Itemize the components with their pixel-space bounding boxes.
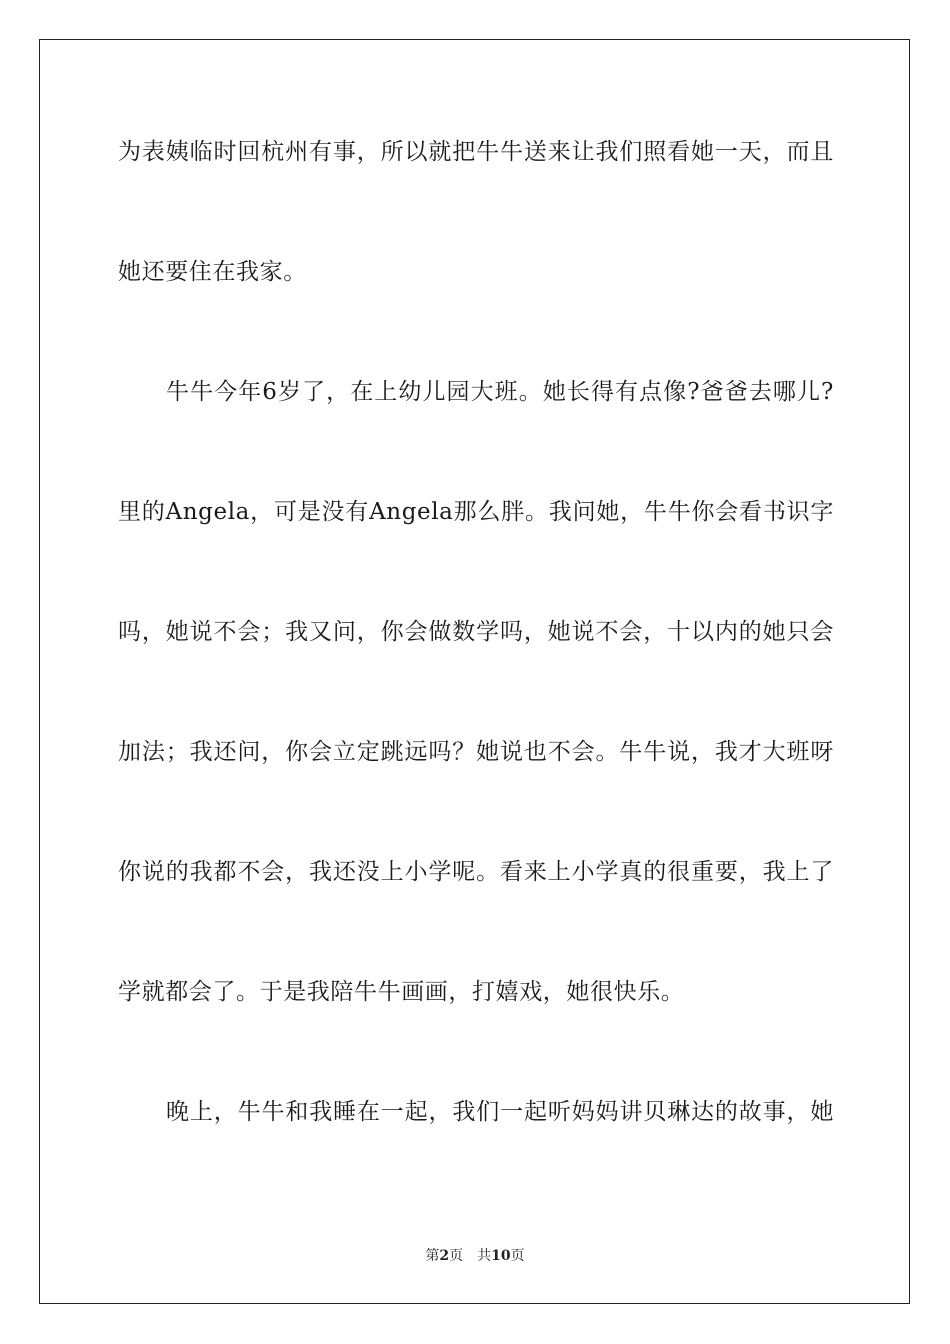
text-line-3: 牛牛今年6岁了，在上幼儿园大班。她长得有点像?爸爸去哪儿? [166, 379, 834, 405]
footer-total-prefix: 共 [477, 1248, 492, 1264]
footer-page-number: 2 [439, 1248, 450, 1264]
page-footer [0, 1246, 950, 1266]
text-line-8: 学就都会了。于是我陪牛牛画画，打嬉戏，她很快乐。 [118, 979, 685, 1005]
footer-page-prefix: 第 [425, 1248, 440, 1264]
text-line-7: 你说的我都不会，我还没上小学呢。看来上小学真的很重要，我上了 [118, 859, 834, 885]
footer-total-suffix: 页 [510, 1248, 525, 1264]
footer-page-suffix: 页 [449, 1248, 464, 1264]
text-line-1: 为表姨临时回杭州有事，所以就把牛牛送来让我们照看她一天，而且 [118, 139, 834, 165]
footer-total-number: 10 [491, 1248, 511, 1264]
text-line-5: 吗，她说不会；我又问，你会做数学吗，她说不会，十以内的她只会 [118, 619, 834, 645]
text-line-2: 她还要住在我家。 [118, 259, 307, 285]
text-line-6: 加法；我还问，你会立定跳远吗？她说也不会。牛牛说，我才大班呀 [118, 739, 834, 765]
text-line-4: 里的Angela，可是没有Angela那么胖。我问她，牛牛你会看书识字 [118, 499, 834, 525]
text-line-9: 晚上，牛牛和我睡在一起，我们一起听妈妈讲贝琳达的故事，她 [166, 1099, 834, 1125]
